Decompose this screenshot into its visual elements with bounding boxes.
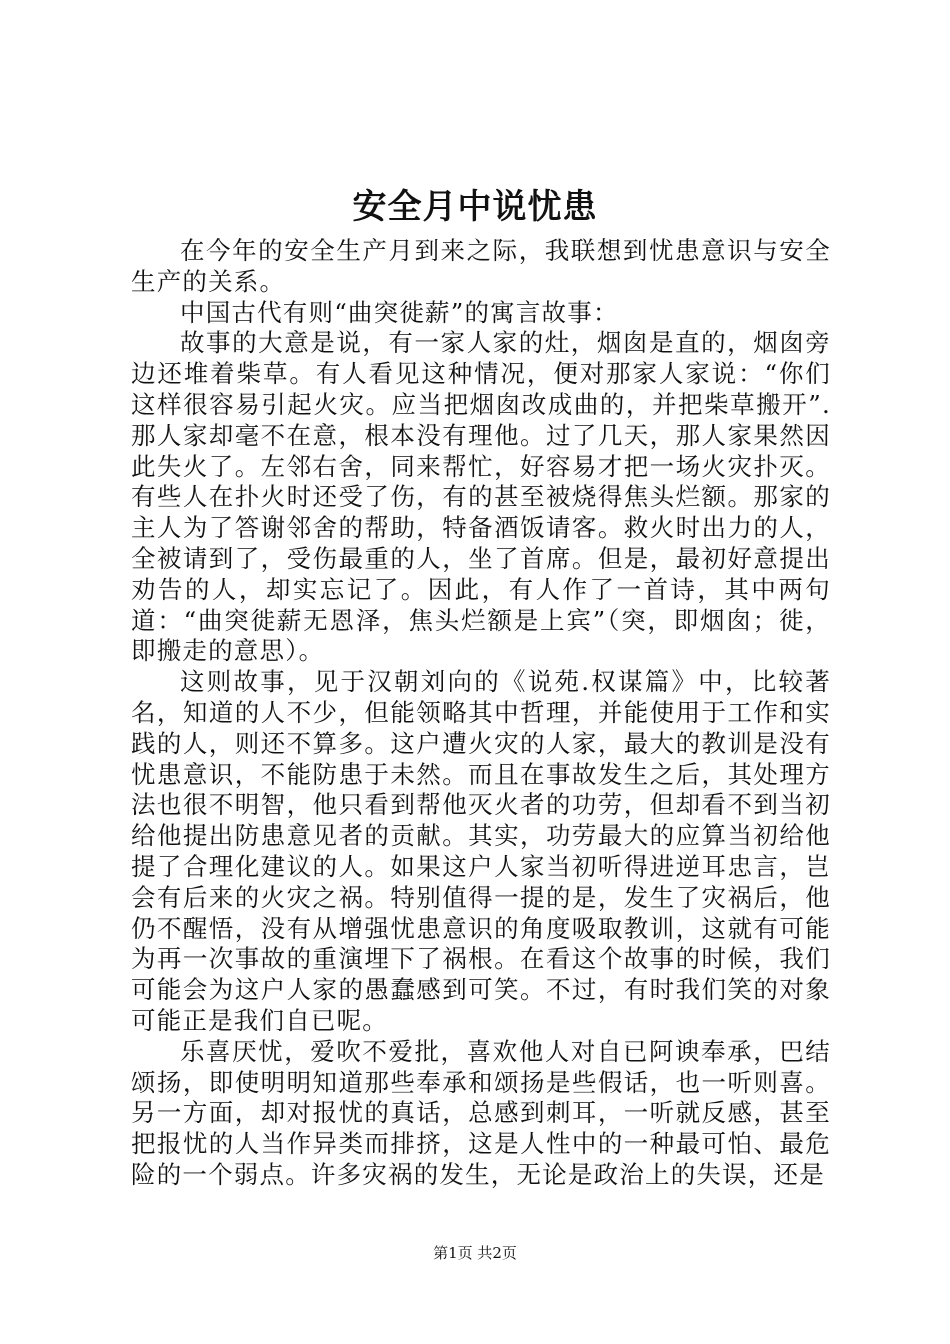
- document-body: [131, 236, 831, 1191]
- paragraph-3: 故事的大意是说，有一家人家的灶，烟囱是直的，烟囱旁边还堆着柴草。有人看见这种情况，便对那家人家说：“你们这样很容易引起火灾。应当把烟囱改成曲的，并把柴草搬开”.那人家却毫不在意，根本没有理他。过了几天，那人家果然因此失火了。左邻右舍，同来帮忙，好容易才把一场火灾扑灭。有些人在扑火时还受了伤，有的甚至被烧得焦头烂额。那家的主人为了答谢邻舍的帮助，特备酒饭请客。救火时出力的人，全被请到了，受伤最重的人，坐了首席。但是，最初好意提出劝告的人，却实忘记了。因此，有人作了一首诗，其中两句道：“曲突徙薪无恩泽，焦头烂额是上宾”（突，即烟囱；徙，即搬走的意思）。: [131, 328, 831, 666]
- paragraph-4: 这则故事，见于汉朝刘向的《说苑.权谋篇》中，比较著名，知道的人不少，但能领略其中哲理，并能使用于工作和实践的人，则还不算多。这户遭火灾的人家，最大的教训是没有忧患意识，不能防患于未然。而且在事故发生之后，其处理方法也很不明智，他只看到帮他灭火者的功劳，但却看不到当初给他提出防患意见者的贡献。其实，功劳最大的应算当初给他提了合理化建议的人。如果这户人家当初听得进逆耳忠言，岂会有后来的火灾之祸。特别值得一提的是，发生了灾祸后，他仍不醒悟，没有从增强忧患意识的角度吸取教训，这就有可能为再一次事故的重演埋下了祸根。在看这个故事的时候，我们可能会为这户人家的愚蠢感到可笑。不过，有时我们笑的对象可能正是我们自已呢。: [131, 667, 831, 1035]
- paragraph-5: 乐喜厌忧，爱吹不爱批，喜欢他人对自已阿谀奉承，巴结颂扬，即使明明知道那些奉承和颂扬是些假话，也一听则喜。另一方面，却对报忧的真话，总感到刺耳，一听就反感，甚至把报忧的人当作异类而排挤，这是人性中的一种最可怕、最危险的一个弱点。许多灾祸的发生，无论是政治上的失误，还是: [131, 1036, 831, 1189]
- paragraph-2: 中国古代有则“曲突徙薪”的寓言故事：: [180, 297, 619, 327]
- document-title: 安全月中说忧患: [352, 187, 598, 227]
- paragraph-1: 在今年的安全生产月到来之际，我联想到忧患意识与安全生产的关系。: [131, 236, 831, 296]
- page-number-footer: 第1页 共2页: [433, 1244, 517, 1262]
